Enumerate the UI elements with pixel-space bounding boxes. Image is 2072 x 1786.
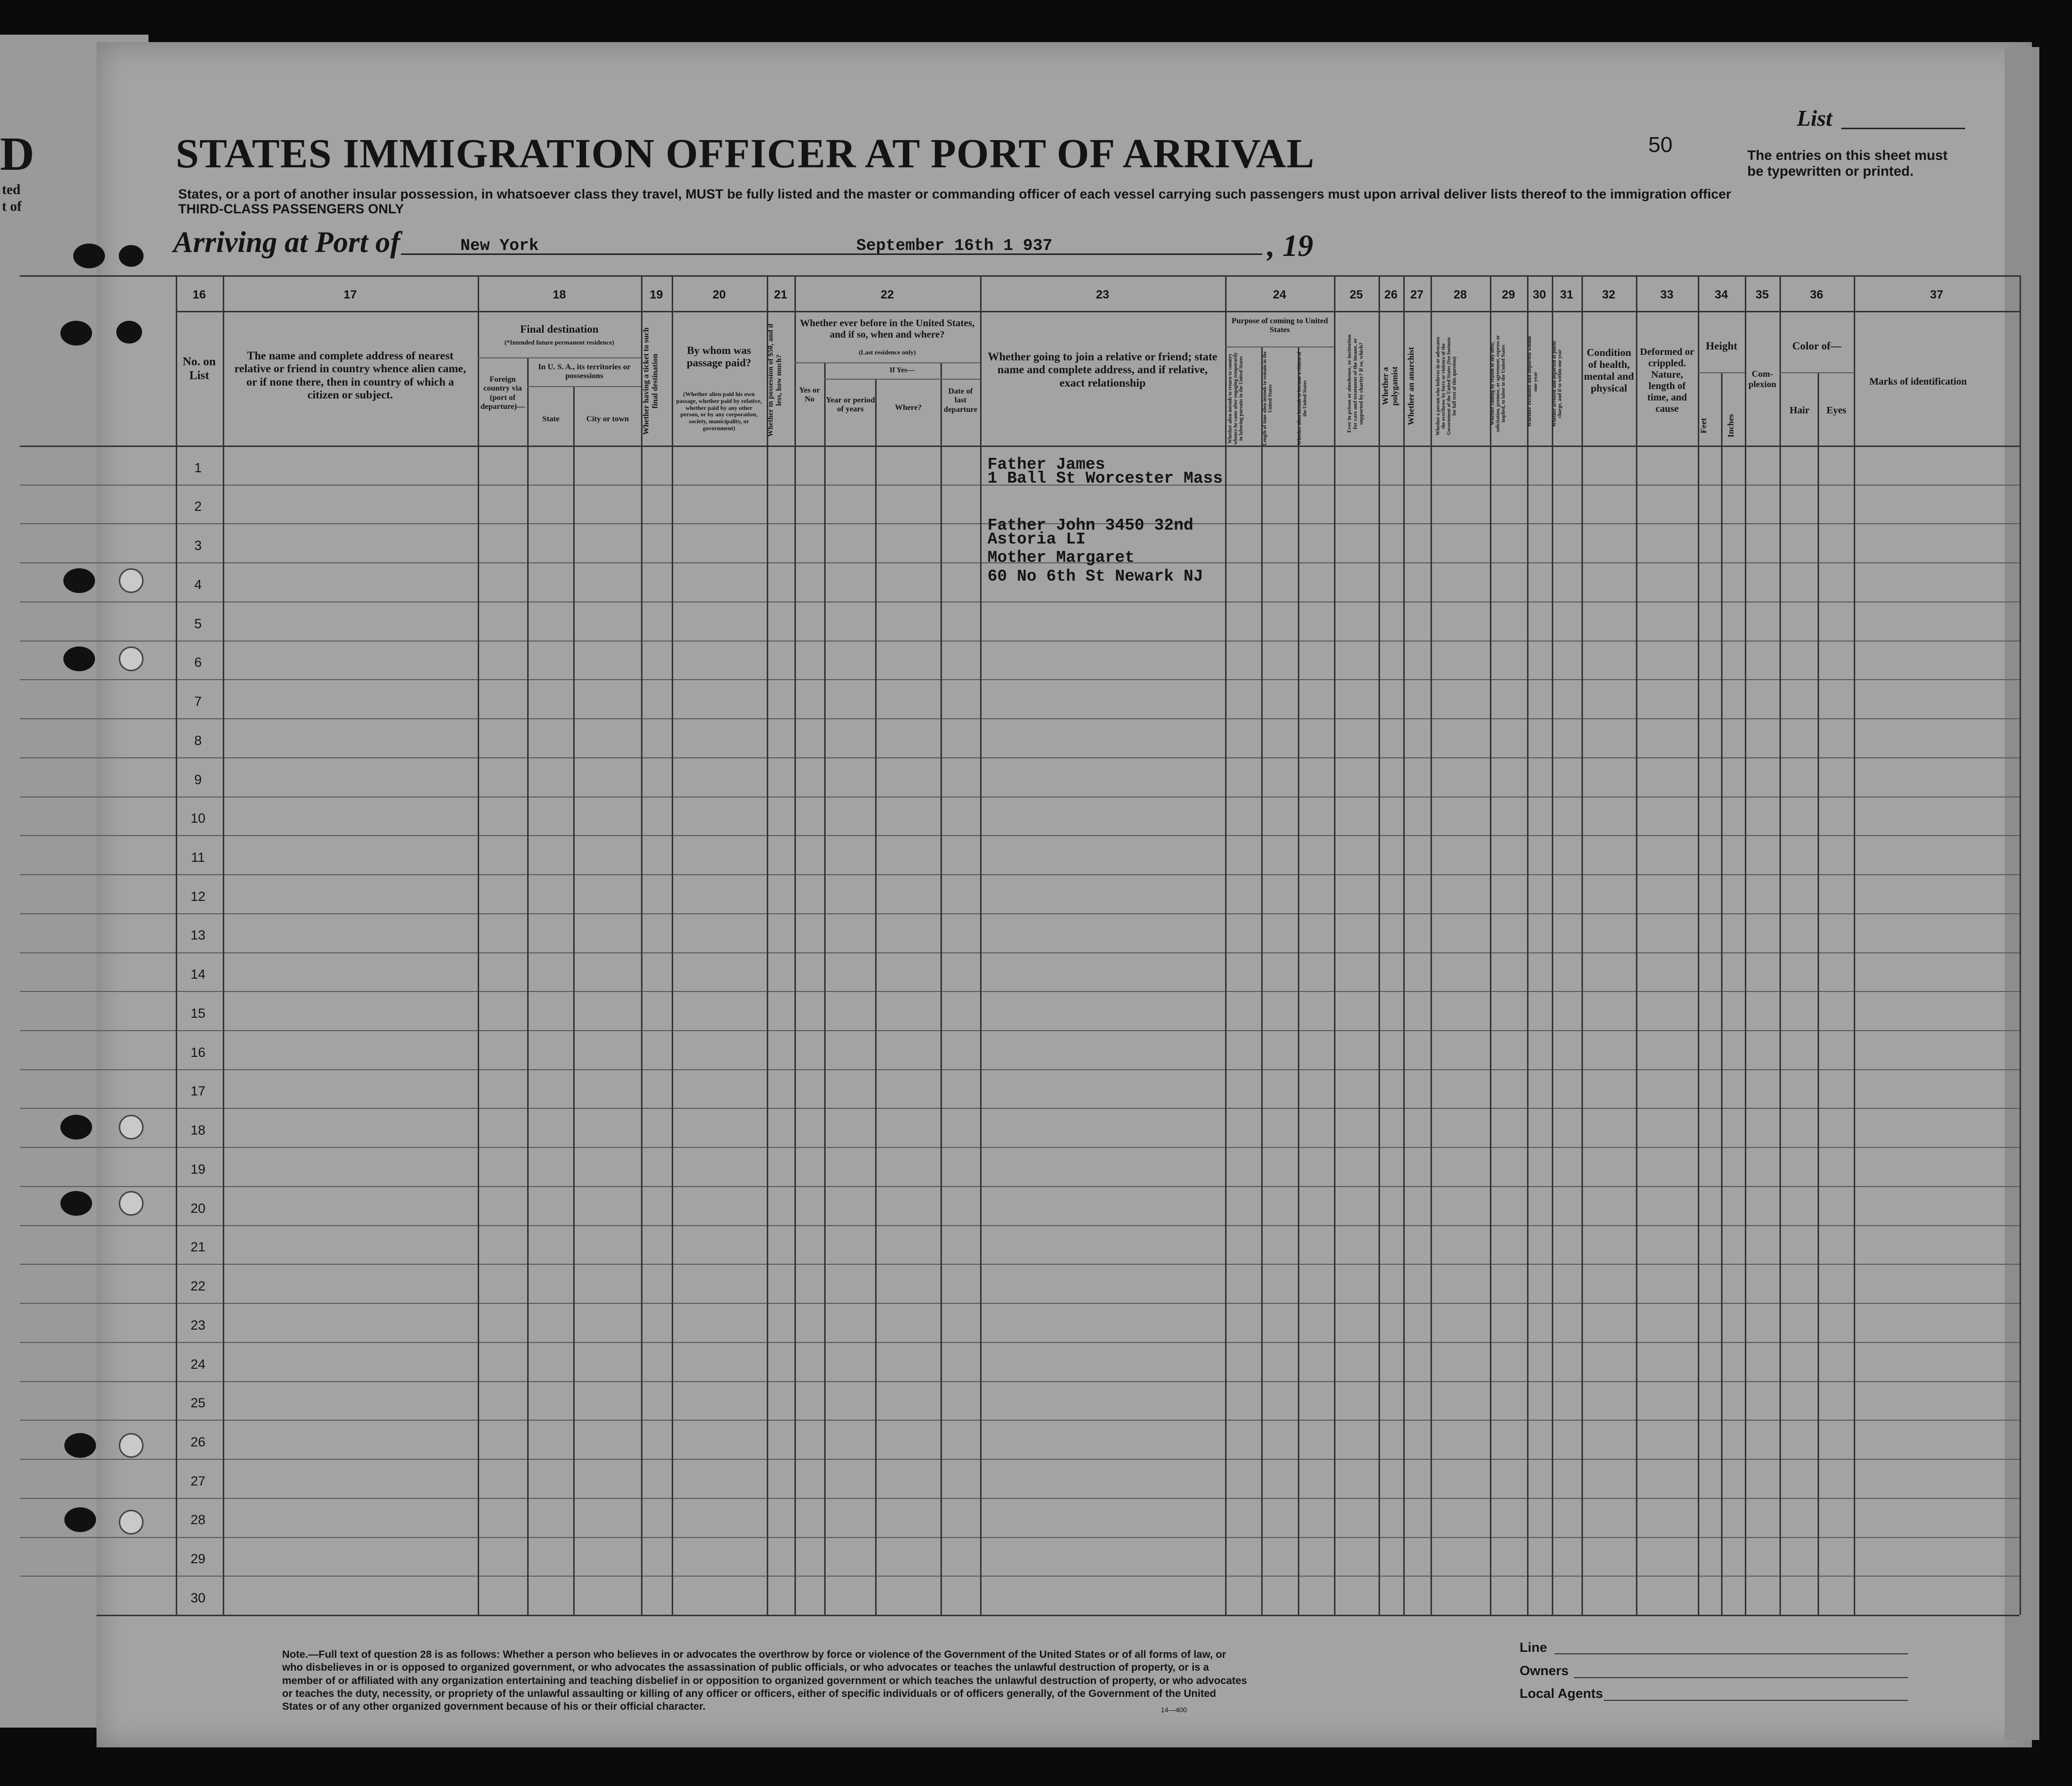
row-line (20, 1498, 2020, 1499)
col17-header: The name and complete address of nearest relative or friend in country whence alien came, or if none there, then in country of which a citizen or subject. (234, 349, 466, 401)
column-number: 32 (1602, 288, 1616, 301)
column-number: 23 (1096, 288, 1109, 301)
col20-header: By whom was passage paid? (687, 344, 751, 369)
row-line (20, 601, 2020, 602)
row-number: 4 (194, 577, 202, 592)
column-line (1298, 347, 1299, 1615)
row-number: 16 (190, 1044, 206, 1060)
sub-border (478, 357, 641, 358)
year-prefix: , 19 (1267, 229, 1313, 263)
column-number: 34 (1715, 288, 1728, 301)
column-number: 16 (193, 288, 206, 301)
column-line (824, 362, 826, 1615)
row-line (20, 874, 2020, 875)
date-value: September 16th 1 937 (856, 237, 1053, 255)
column-line (1431, 275, 1432, 1615)
list-label: List (1797, 105, 1832, 131)
row-line (20, 1342, 2020, 1343)
entry-row3-relative: Mother Margaret (987, 548, 1135, 567)
sub-border (794, 362, 980, 363)
row-line (20, 835, 2020, 836)
port-value: New York (460, 237, 539, 255)
column-number: 20 (712, 288, 726, 301)
col21-header: Whether in possession of $50, and if less, how much? (767, 323, 783, 437)
column-line (527, 357, 529, 1615)
column-line (1698, 275, 1699, 1615)
col22-note: (Last residence only) (858, 348, 916, 356)
entries-note: The entries on this sheet must be typewritten or printed. (1747, 148, 1948, 179)
entry-row1-address: 1 Ball St Worcester Mass (987, 469, 1223, 488)
column-number: 36 (1810, 288, 1824, 301)
edge-fragment: ted (2, 182, 21, 198)
row-line (20, 913, 2020, 914)
list-number: 50 (1648, 133, 1673, 157)
sub-border (527, 386, 641, 387)
row-number: 18 (190, 1123, 206, 1138)
punch-hole (119, 1433, 144, 1458)
column-number: 22 (881, 288, 894, 301)
row-number: 8 (194, 733, 202, 748)
col24-citizen-header: Whether alien intends to become a citizen of the United States (1297, 351, 1308, 446)
punch-hole (64, 1507, 96, 1532)
entry-row1-relative: Father James (987, 455, 1105, 474)
row-number: 21 (190, 1240, 206, 1255)
row-number: 5 (194, 616, 202, 631)
row-line (20, 1069, 2020, 1070)
row-line (20, 1381, 2020, 1382)
column-line (1636, 275, 1637, 1615)
column-line (176, 275, 177, 1615)
row-number: 20 (190, 1200, 206, 1216)
entry-row3-address: 60 No 6th St Newark NJ (987, 567, 1203, 586)
column-number: 27 (1410, 288, 1424, 301)
row-number: 10 (190, 811, 206, 826)
row-number: 13 (190, 928, 206, 943)
col22-year-header: Year or period of years (826, 396, 875, 414)
punch-hole (119, 1115, 144, 1140)
col18-foreign-header: Foreign country via (port of departure)— (480, 375, 525, 411)
row-number: 14 (190, 967, 206, 982)
punch-hole (119, 1191, 144, 1216)
row-number: 7 (194, 694, 202, 709)
sub-border (1779, 372, 1854, 373)
punch-hole (119, 646, 144, 671)
row-number: 2 (194, 499, 202, 514)
edge-fragment: t of (2, 199, 22, 214)
column-number: 26 (1384, 288, 1398, 301)
punch-hole (64, 1433, 96, 1458)
col18-note: (*Intended future permanent residence) (504, 339, 614, 346)
punch-hole (60, 1191, 92, 1216)
row-line (20, 991, 2020, 992)
col22-ifyes: If Yes— (889, 366, 915, 374)
column-line (1490, 275, 1491, 1615)
row-number: 24 (190, 1356, 206, 1372)
column-line (1581, 275, 1583, 1615)
column-line (1527, 275, 1529, 1615)
edge-letter: D (0, 127, 35, 180)
col22-date-header: Date of last departure (943, 387, 978, 414)
col36-header: Color of— (1792, 340, 1842, 352)
row-line (20, 1537, 2020, 1538)
column-number-border (176, 311, 2020, 312)
row-line (20, 952, 2020, 953)
table-top-border (20, 275, 2020, 277)
punch-hole (119, 1510, 144, 1535)
row-number: 19 (190, 1161, 206, 1177)
row-line (20, 757, 2020, 758)
col16-header: No. on List (183, 355, 216, 382)
owners-label: Owners (1520, 1663, 1569, 1678)
column-line (1721, 372, 1723, 1615)
col18-city-header: City or town (586, 415, 629, 423)
row-number: 9 (194, 772, 202, 787)
column-number: 24 (1273, 288, 1286, 301)
column-line (1552, 275, 1553, 1615)
form-title: STATES IMMIGRATION OFFICER AT PORT OF ARRIVAL (176, 131, 1315, 177)
col24-length-header: Length of time alien intends to remain in the United States (1262, 351, 1273, 446)
col33-header: Deformed or crippled. Nature, length of time, and cause (1640, 347, 1694, 414)
row-number: 15 (190, 1005, 206, 1021)
col25-header: Ever in prison or almshouse, or institution for care and treatment of the insane, or supported by charity? If so, which? (1346, 334, 1365, 433)
col36-eyes-header: Eyes (1826, 405, 1846, 416)
row-line (20, 1576, 2020, 1577)
column-line (478, 275, 479, 1615)
column-number: 37 (1930, 288, 1943, 301)
row-number: 11 (191, 849, 205, 865)
row-number: 1 (194, 460, 202, 475)
column-line (940, 362, 942, 1615)
row-number: 23 (190, 1317, 206, 1333)
row-number: 3 (194, 538, 202, 553)
punch-hole (119, 568, 144, 593)
row-number: 29 (190, 1551, 206, 1567)
col24-return-header: Whether alien intends to return to country whence he came after engaging temporarily in laboring pursuits in the United States (1228, 352, 1244, 445)
column-line (980, 275, 982, 1615)
col31-header: Whether arrested and deported at public charge, and if so within one year (1552, 340, 1563, 427)
col32-header: Condition of health, mental and physical (1584, 347, 1634, 395)
table-bottom-border (97, 1615, 2020, 1616)
owners-blank (1574, 1677, 1908, 1678)
row-line (20, 1147, 2020, 1148)
row-line (20, 1108, 2020, 1109)
punch-hole (119, 245, 144, 267)
row-line (20, 641, 2020, 642)
col19-header: Whether having a ticket to such final destination (642, 327, 659, 435)
col36-hair-header: Hair (1789, 405, 1810, 416)
column-number: 30 (1532, 288, 1546, 301)
column-line (767, 275, 768, 1615)
sub-border (1698, 372, 1745, 373)
row-number: 28 (190, 1512, 206, 1528)
entry-row2-relative: Father John 3450 32nd (987, 516, 1193, 535)
column-number: 31 (1560, 288, 1574, 301)
col37-header: Marks of identification (1869, 376, 1967, 387)
col28-header: Whether a person who believes in or advocates the overthrow by force or violence of the Government of the United States (See footnote for full text of this question) (1435, 337, 1457, 436)
column-line (1779, 275, 1781, 1615)
punch-hole (63, 568, 95, 593)
column-line (672, 275, 673, 1615)
col34-header: Height (1706, 340, 1737, 352)
column-line (1745, 275, 1746, 1615)
row-number: 22 (190, 1279, 206, 1294)
column-line (1854, 275, 1855, 1615)
col27-header: Whether an anarchist (1406, 347, 1416, 426)
column-line (1379, 275, 1380, 1615)
punch-hole (60, 321, 92, 346)
row-number: 12 (190, 889, 206, 904)
row-number: 27 (190, 1473, 206, 1488)
row-number: 26 (190, 1434, 206, 1449)
col18-state-header: State (542, 415, 560, 423)
col23-header: Whether going to join a relative or friend; state name and complete address, and if relative, exact relationship (987, 350, 1218, 389)
col22-yesno-header: Yes or No (799, 386, 820, 404)
col20-note: (Whether alien paid his own passage, whether paid by relative, whether paid by any other person, or by any corporation, society, municipality, or government) (676, 391, 762, 432)
col18-usa-header: In U. S. A., its territories or possessions (538, 363, 631, 381)
column-line (223, 275, 224, 1615)
row-line (20, 796, 2020, 797)
line-label: Line (1520, 1640, 1547, 1655)
column-line (1403, 275, 1405, 1615)
row-line (20, 1030, 2020, 1031)
col18-header: Final destination (520, 323, 599, 335)
row-number: 25 (190, 1395, 206, 1411)
col22-header: Whether ever before in the United States, and if so, when and where? (800, 318, 975, 340)
entry-row2-address: Astoria LI (987, 530, 1086, 548)
column-number: 29 (1502, 288, 1515, 301)
row-number: 17 (190, 1084, 206, 1099)
form-code: 14—400 (1161, 1706, 1187, 1714)
col22-where-header: Where? (895, 403, 922, 412)
agents-blank (1604, 1700, 1908, 1701)
row-line (20, 1225, 2020, 1226)
column-line (1225, 275, 1227, 1615)
column-number: 35 (1755, 288, 1769, 301)
column-number: 21 (774, 288, 788, 301)
punch-hole (73, 244, 105, 268)
column-number: 19 (649, 288, 663, 301)
col26-header: Whether a polygamist (1381, 366, 1399, 406)
column-line (1334, 275, 1335, 1615)
row-number: 30 (190, 1590, 206, 1605)
header-class-note: THIRD-CLASS PASSENGERS ONLY (178, 201, 404, 216)
row-line (20, 1264, 2020, 1265)
column-number: 33 (1660, 288, 1674, 301)
column-line (1818, 372, 1819, 1615)
column-number: 17 (344, 288, 357, 301)
col30-header: Whether excluded and deported within one year (1527, 336, 1539, 427)
footnote-question-28: Note.—Full text of question 28 is as follows: Whether a person who believes in or advocates the overthrow by force or violence of the Government of the United States or of all forms of law, or who disbelieves in or is opposed to organized government, or who advocates the assassination of public officials, or who advocates or teaches the unlawful destruction of property, or is a member of or affiliated with any organization entertaining and teaching disbelief in or opposition to organized government or which teaches the unlawful destruction of property, or who advocates or teaches the duty, necessity, or propriety of the unlawful assaulting or killing of any officer or officers, either of specific individuals or of officers generally, of the Government of the United States or of any other organized government because of his or their official character. (282, 1649, 1247, 1712)
col34-feet-header: Feet (1699, 418, 1708, 434)
list-blank (1841, 128, 1965, 129)
agents-label: Local Agents (1520, 1686, 1603, 1701)
column-number: 25 (1349, 288, 1363, 301)
row-line (20, 1303, 2020, 1304)
col24-header: Purpose of coming to United States (1232, 317, 1328, 335)
punch-hole (116, 321, 142, 344)
header-instruction: States, or a port of another insular possession, in whatsoever class they travel, MUST be fully listed and the master or commanding officer of each vessel carrying such passengers must upon arrival deliver lists thereof to the immigration officer (178, 187, 1731, 201)
row-line (20, 1186, 2020, 1187)
col34-inches-header: Inches (1726, 414, 1735, 438)
punch-hole (60, 1115, 92, 1140)
line-blank (1554, 1653, 1908, 1654)
row-number: 6 (194, 655, 202, 670)
row-line (20, 1459, 2020, 1460)
col29-header: Whether coming by reason of any offer, solicitation, promise, or agreement, express or implied, to labor in the United States (1490, 335, 1506, 432)
column-number: 18 (552, 288, 566, 301)
column-line (641, 275, 642, 1615)
row-line (20, 718, 2020, 719)
row-line (20, 679, 2020, 680)
column-line (794, 275, 796, 1615)
row-line (20, 1420, 2020, 1421)
sub-border (824, 379, 980, 380)
column-line (1261, 347, 1263, 1615)
column-number: 28 (1453, 288, 1467, 301)
col35-header: Com- plexion (1748, 369, 1776, 389)
arriving-label: Arriving at Port of (173, 226, 400, 258)
column-line (573, 386, 575, 1615)
punch-hole (63, 646, 95, 671)
column-line (2020, 275, 2021, 1615)
header-bottom-border (20, 446, 2020, 447)
column-line (875, 379, 877, 1615)
